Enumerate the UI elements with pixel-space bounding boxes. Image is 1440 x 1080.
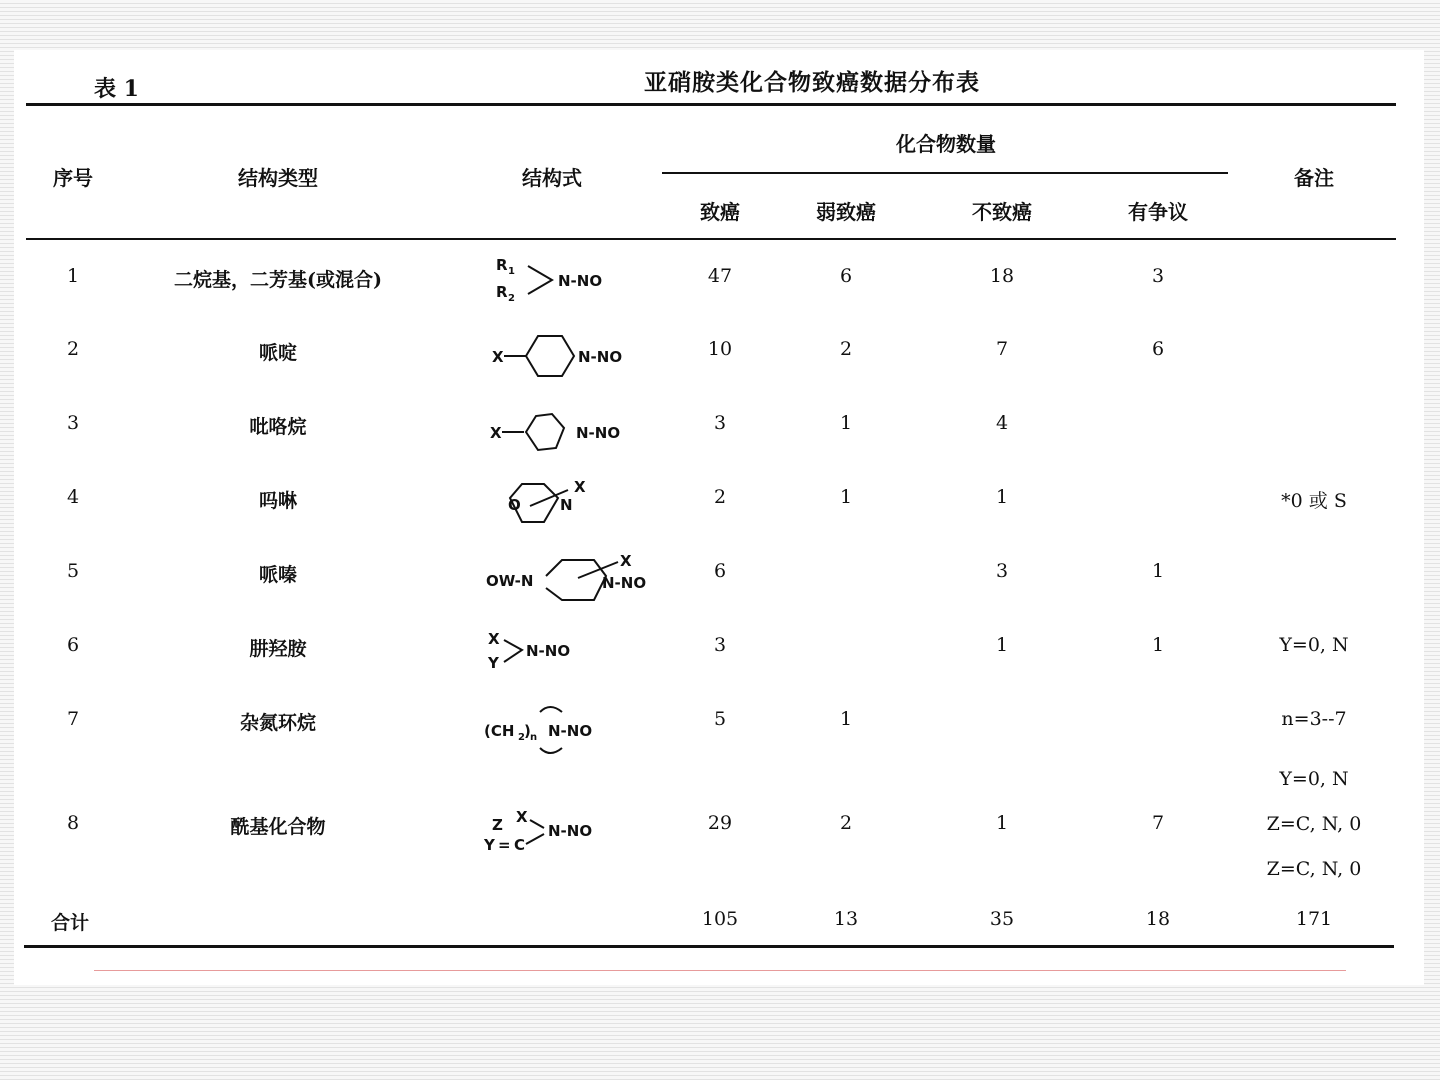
f6-nno-label: N-NO — [526, 642, 571, 660]
row-7-note: n=3--7 — [1281, 708, 1347, 730]
row-5-carcinogenic: 6 — [713, 560, 727, 582]
f1-r1-subscript: 1 — [508, 266, 515, 277]
row-5-structure-formula — [482, 548, 662, 608]
row-7-carcinogenic: 5 — [713, 708, 727, 730]
table-slide — [14, 50, 1424, 985]
f8-nno-label: N-NO — [548, 822, 593, 840]
bottom-rule — [24, 945, 1394, 948]
f2-nno-label: N-NO — [578, 348, 623, 366]
total-disputed: 18 — [1145, 908, 1171, 930]
row-2-carcinogenic: 10 — [707, 338, 733, 360]
row-6-non: 1 — [995, 634, 1009, 656]
header-weak-carcinogenic: 弱致癌 — [816, 200, 876, 224]
row-3-carcinogenic: 3 — [713, 412, 727, 434]
f4-x-label: X — [574, 478, 586, 496]
row-6-structure-formula — [482, 622, 662, 682]
f5-nno-label: N-NO — [602, 574, 647, 592]
row-4-note: *0 或 S — [1281, 490, 1347, 512]
row-7-type: 杂氮环烷 — [239, 712, 317, 734]
row-8-note-line-3: Z=C, N, 0 — [1266, 858, 1362, 880]
header-carcinogenic: 致癌 — [700, 200, 740, 224]
f8-z-label: Z — [492, 816, 503, 834]
header-disputed: 有争议 — [1128, 200, 1188, 224]
f5-x-label: X — [620, 552, 632, 570]
f1-nno-label: N-NO — [558, 272, 603, 290]
row-1-structure-formula — [482, 250, 662, 310]
row-3-structure-formula — [482, 400, 662, 460]
group-rule — [662, 172, 1228, 174]
f7-nno-label: N-NO — [548, 722, 593, 740]
f6-x-label: X — [488, 630, 500, 648]
top-rule — [26, 103, 1396, 106]
f1-r1-label: R — [496, 256, 508, 274]
header-structure-type: 结构类型 — [238, 166, 318, 190]
f6-y-label: Y — [488, 654, 499, 672]
row-5-non: 3 — [995, 560, 1009, 582]
row-6-seq: 6 — [66, 634, 80, 656]
row-8-non: 1 — [995, 812, 1009, 834]
row-4-weak: 1 — [839, 486, 853, 508]
f8-eq-label: = — [498, 836, 511, 854]
header-seq: 序号 — [53, 166, 93, 190]
f7-n-subscript: n — [530, 732, 538, 743]
row-8-carcinogenic: 29 — [707, 812, 733, 834]
f8-y-label: Y — [484, 836, 495, 854]
f7-subscript: 2 — [518, 732, 525, 743]
total-carcinogenic: 105 — [701, 908, 739, 930]
f8-x-label: X — [516, 808, 528, 826]
row-5-seq: 5 — [66, 560, 80, 582]
row-5-type: 哌嗪 — [258, 564, 298, 586]
f1-r2-label: R — [496, 283, 508, 301]
row-3-non: 4 — [995, 412, 1009, 434]
total-weak: 13 — [833, 908, 859, 930]
f7-ch-label: (CH — [484, 722, 515, 740]
f3-x-label: X — [490, 424, 502, 442]
row-6-carcinogenic: 3 — [713, 634, 727, 656]
row-7-structure-formula — [482, 700, 662, 760]
row-5-disputed: 1 — [1151, 560, 1165, 582]
header-notes: 备注 — [1294, 166, 1334, 190]
f4-n-label: N — [560, 496, 573, 514]
header-compound-count: 化合物数量 — [896, 132, 996, 156]
f8-c-label: C — [514, 836, 526, 854]
row-8-note-line-2: Z=C, N, 0 — [1266, 813, 1362, 835]
f2-x-label: X — [492, 348, 504, 366]
row-1-weak: 6 — [839, 265, 853, 287]
row-1-seq: 1 — [66, 265, 80, 287]
f7-paren-label: ) — [524, 722, 531, 740]
f3-nno-label: N-NO — [576, 424, 621, 442]
row-3-seq: 3 — [66, 412, 80, 434]
row-4-structure-formula — [482, 472, 662, 532]
row-4-type: 吗啉 — [258, 490, 298, 512]
total-non: 35 — [989, 908, 1015, 930]
row-1-non: 18 — [989, 265, 1015, 287]
f5-left-label: OW-N — [486, 572, 534, 590]
header-non-carcinogenic: 不致癌 — [972, 200, 1032, 224]
row-8-structure-formula — [482, 802, 662, 862]
row-3-type: 吡咯烷 — [249, 416, 307, 438]
row-4-non: 1 — [995, 486, 1009, 508]
row-7-weak: 1 — [839, 708, 853, 730]
row-8-type: 酰基化合物 — [230, 816, 326, 838]
row-7-seq: 7 — [66, 708, 80, 730]
row-6-type: 肼羟胺 — [249, 638, 307, 660]
row-2-disputed: 6 — [1151, 338, 1165, 360]
f4-o-label: O — [508, 496, 521, 514]
header-bottom-rule — [26, 238, 1396, 240]
table-caption-title: 亚硝胺类化合物致癌数据分布表 — [644, 69, 980, 96]
header-structure-formula: 结构式 — [522, 166, 582, 190]
f1-r2-subscript: 2 — [508, 293, 515, 304]
row-2-type: 哌啶 — [258, 342, 298, 364]
row-1-type: 二烷基，二芳基(或混合) — [174, 269, 382, 291]
row-4-seq: 4 — [66, 486, 80, 508]
row-2-non: 7 — [995, 338, 1009, 360]
decorative-red-line — [94, 970, 1346, 971]
row-8-seq: 8 — [66, 812, 80, 834]
row-6-disputed: 1 — [1151, 634, 1165, 656]
row-6-note: Y=0, N — [1279, 634, 1349, 656]
row-8-weak: 2 — [839, 812, 853, 834]
row-1-disputed: 3 — [1151, 265, 1165, 287]
row-1-carcinogenic: 47 — [707, 265, 733, 287]
row-8-note-line-1: Y=0, N — [1279, 768, 1349, 790]
total-label: 合计 — [50, 912, 90, 934]
row-3-weak: 1 — [839, 412, 853, 434]
row-2-weak: 2 — [839, 338, 853, 360]
row-8-disputed: 7 — [1151, 812, 1165, 834]
row-4-carcinogenic: 2 — [713, 486, 727, 508]
row-2-structure-formula — [482, 324, 662, 384]
total-note: 171 — [1295, 908, 1333, 930]
table-caption-number: 表 1 — [94, 76, 139, 102]
row-2-seq: 2 — [66, 338, 80, 360]
